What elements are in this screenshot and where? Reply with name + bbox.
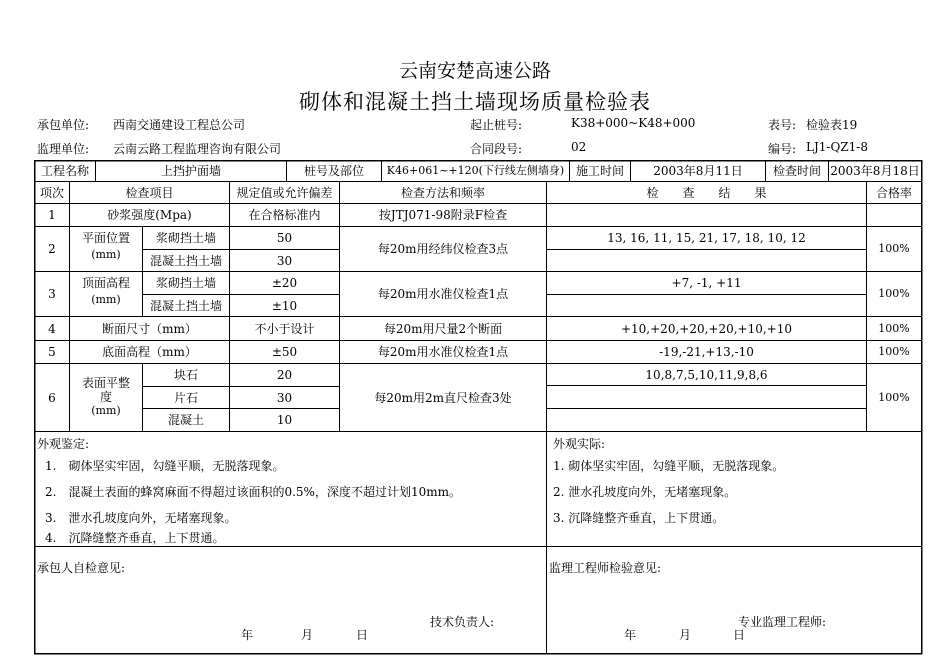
row2-no: 2 [48, 242, 56, 256]
row3-no: 3 [48, 287, 56, 301]
contractor-opinion-label: 承包人自检意见: [37, 561, 126, 575]
stake-part-label: 桩号及部位 [303, 164, 364, 178]
row2-rate: 100% [878, 242, 910, 255]
row6-sub1: 块石 [173, 368, 198, 382]
row4-result: +10,+20,+20,+20,+10,+10 [620, 321, 793, 336]
header-item: 检查项目 [125, 185, 174, 200]
row3-method: 每20m用水准仪检查1点 [377, 287, 509, 301]
construction-time-value: 2003年8月11日 [653, 164, 743, 178]
row6-item-line2: 度 [99, 389, 112, 404]
row2-item: 平面位置 [81, 231, 130, 245]
row6-sub3: 混凝土 [167, 413, 204, 427]
row4-tolerance: 不小于设计 [254, 321, 315, 336]
project-name-value: 上挡护面墙 [160, 164, 221, 178]
appearance-right-item-3: 3. 沉降缝整齐垂直，上下贯通。 [553, 511, 725, 525]
header-tolerance: 规定值或允许偏差 [236, 185, 333, 200]
contract-section-label: 合同段号: [470, 142, 523, 156]
serial-label: 编号: [768, 142, 797, 156]
left-year: 年 [241, 628, 254, 642]
row5-tolerance: ±50 [271, 345, 298, 359]
form-no-value: 检验表19 [806, 118, 858, 132]
right-month: 月 [679, 628, 692, 642]
right-year: 年 [624, 628, 637, 642]
row3-tol2: ±10 [271, 298, 298, 313]
row2-tol1: 50 [276, 231, 293, 245]
row6-method: 每20m用2m直尺检查3处 [374, 390, 512, 405]
row6-tol2: 30 [276, 390, 293, 405]
right-day: 日 [733, 628, 746, 642]
supervisor-opinion-label: 监理工程师检验意见: [549, 561, 662, 575]
appearance-right-item-2: 2. 泄水孔坡度向外，无堵塞现象。 [553, 485, 737, 499]
row6-sub2: 片石 [173, 390, 198, 405]
stake-range-value: K38+000~K48+000 [571, 116, 696, 130]
row6-rate: 100% [878, 390, 910, 404]
row2-sub2: 混凝土挡土墙 [149, 253, 222, 268]
row3-rate: 100% [878, 287, 910, 300]
row5-result: -19,-21,+13,-10 [659, 345, 754, 359]
form-title: 砌体和混凝土挡土墙现场质量检验表 [299, 90, 651, 114]
supervisor-label: 监理单位: [37, 142, 90, 156]
row3-unit: (mm) [91, 293, 121, 306]
header-rate: 合格率 [875, 185, 912, 200]
row6-unit: (mm) [91, 403, 121, 417]
tech-lead-label: 技术负责人: [430, 615, 495, 629]
row6-result: 10,8,7,5,10,11,9,8,6 [645, 367, 768, 382]
header-no: 项次 [39, 185, 64, 200]
row4-rate: 100% [878, 321, 910, 335]
row2-method: 每20m用经纬仪检查3点 [377, 242, 509, 256]
row1-tolerance: 在合格标准内 [248, 208, 321, 222]
appearance-left-title: 外观鉴定: [37, 437, 90, 451]
row3-item: 顶面高程 [81, 276, 130, 290]
row3-sub2: 混凝土挡土墙 [149, 298, 222, 313]
contractor-label: 承包单位: [37, 118, 90, 132]
row4-method: 每20m用尺量2个断面 [383, 321, 503, 336]
appearance-right-title: 外观实际: [553, 437, 606, 451]
row3-tol1: ±20 [271, 276, 298, 290]
contract-section-value: 02 [571, 140, 587, 154]
stake-part-value: K46+061~+120(下行线左侧墙身) [386, 164, 565, 177]
stake-range-label: 起止桩号: [470, 118, 523, 132]
form-no-label: 表号: [768, 118, 797, 132]
row4-item: 断面尺寸（mm） [102, 321, 197, 336]
row6-item-line1: 表面平整 [81, 375, 130, 390]
row6-tol1: 20 [276, 368, 293, 382]
row1-item: 砂浆强度(Mpa) [107, 208, 192, 222]
row2-tol2: 30 [276, 253, 293, 268]
contractor-value: 西南交通建设工程总公司 [113, 118, 246, 132]
engineer-label: 专业监理工程师: [738, 615, 827, 629]
appearance-left-item-3: 3. 泄水孔坡度向外，无堵塞现象。 [45, 511, 237, 525]
inspection-time-label: 检查时间 [772, 164, 821, 178]
row6-no: 6 [48, 390, 56, 405]
row5-rate: 100% [878, 345, 910, 358]
row2-unit: (mm) [91, 248, 121, 261]
appearance-left-item-4: 4. 沉降缝整齐垂直，上下贯通。 [45, 531, 225, 545]
row6-tol3: 10 [276, 413, 293, 427]
row3-result: +7, -1, +11 [671, 276, 742, 290]
document-title: 云南安楚高速公路 [398, 60, 551, 82]
construction-time-label: 施工时间 [575, 164, 624, 178]
row5-item: 底面高程（mm） [102, 345, 197, 359]
row1-method: 按JTJ071-98附录F检查 [378, 208, 508, 222]
appearance-left-item-2: 2. 混凝土表面的蜂窝麻面不得超过该面积的0.5%，深度不超过计划10mm。 [45, 485, 461, 499]
row4-no: 4 [48, 321, 56, 336]
appearance-right-item-1: 1. 砌体坚实牢固，勾缝平顺，无脱落现象。 [553, 459, 785, 473]
supervisor-value: 云南云路工程监理咨询有限公司 [113, 142, 282, 156]
row5-no: 5 [48, 345, 56, 359]
header-method: 检查方法和频率 [400, 185, 485, 200]
row2-result: 13, 16, 11, 15, 21, 17, 18, 10, 12 [607, 231, 806, 245]
appearance-left-item-1: 1. 砌体坚实牢固，勾缝平顺，无脱落现象。 [45, 459, 285, 473]
inspection-time-value: 2003年8月18日 [830, 164, 920, 178]
header-result: 检 查 结 果 [646, 185, 767, 200]
row5-method: 每20m用水准仪检查1点 [377, 345, 509, 359]
row1-no: 1 [48, 208, 56, 222]
left-month: 月 [301, 628, 314, 642]
left-day: 日 [356, 628, 369, 642]
project-name-label: 工程名称 [40, 164, 89, 178]
serial-value: LJ1-QZ1-8 [806, 140, 868, 154]
row3-sub1: 浆砌挡土墙 [155, 276, 216, 290]
row2-sub1: 浆砌挡土墙 [155, 231, 216, 245]
